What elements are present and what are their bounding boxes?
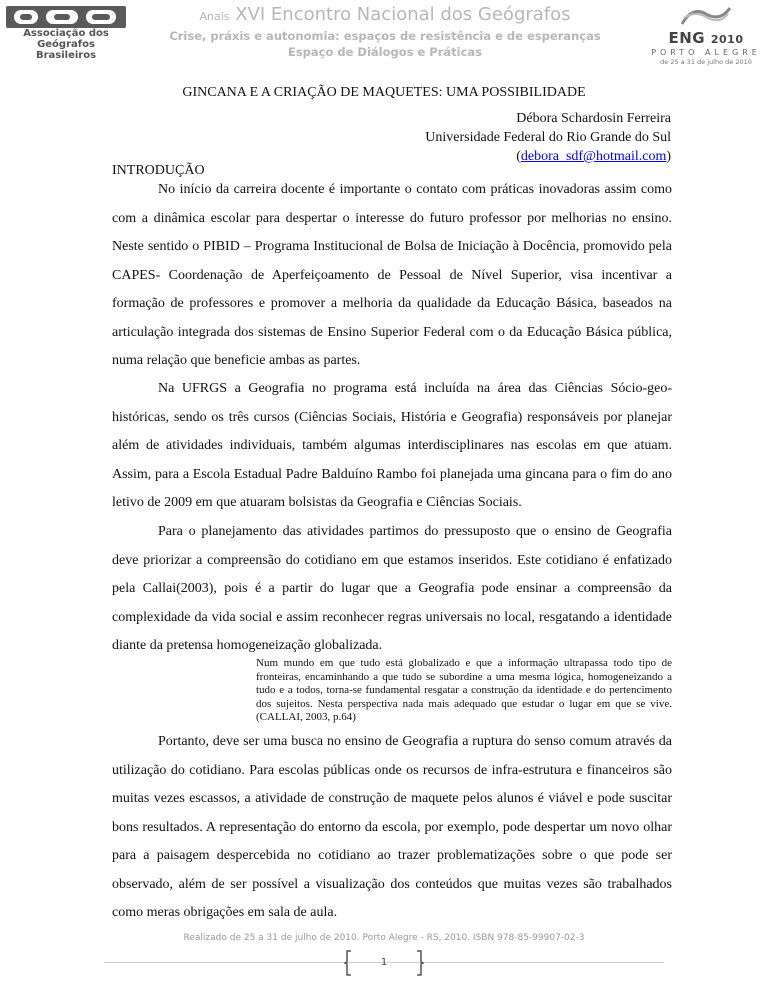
block-quote: Num mundo em que tudo está globalizado e que a informação ultrapassa todo tipo de fronteiras, encaminhando a que tudo se subordine a uma mesma lógica, homogeneizando a tudo e a todos, torna-se fundamental resgatar a construção da identidade e do pertencimento dos sujeitos. Nesta perspectiva nada mais adequado que estudar o lugar em que se vive. (CALLAI, 2003, p.64) xyxy=(256,657,672,723)
paragraph: Para o planejamento das atividades partimos do pressuposto que o ensino de Geografia deve priorizar a compreensão do cotidiano em que estamos inseridos. Este cotidiano é enfatizado pela Callai(2003), pois é a partir do lugar que a Geografia pode ensinar a compreensão da complexidade da vida social e assim reconhecer regras universais no local, resgatando a identidade diante da pretensa homogeneização globalizada. xyxy=(112,524,672,653)
agb-logo xyxy=(6,4,126,62)
event-title: Anais XVI Encontro Nacional dos Geógrafos xyxy=(199,4,571,25)
eng-logo xyxy=(648,4,764,64)
paper-title: GINCANA E A CRIAÇÃO DE MAQUETES: UMA POSSIBILIDADE xyxy=(182,85,586,100)
event-banner xyxy=(150,4,620,60)
paragraph: No início da carreira docente é importante o contato com práticas inovadoras assim como com a dinâmica escolar para despertar o interesse do futuro professor por melhorias no ensino. Neste sentido o PIBID – Programa Institucional de Bolsa de Iniciação à Docência, promovido pela CAPES- Coordenação de Aperfeiçoamento de Pessoal de Nível Superior, visa incentivar a formação de professores e promover a melhoria da qualidade da Educação Básica, baseados na articulação integrada dos sistemas de Ensino Superior Federal com o da Educação Básica pública, numa relação que beneficie ambas as partes. xyxy=(112,182,672,368)
page-number: 1 xyxy=(380,957,388,968)
eng-city: PORTO ALEGRE xyxy=(651,48,761,57)
paragraph: Portanto, deve ser uma busca no ensino de Geografia a ruptura do senso comum através da utilização do cotidiano. Para escolas públicas onde os recursos de infra-estrutura e financeiros são muitas vezes escassos, a atividade de construção de maquete pelos alunos é viável e pode suscitar bons resultados. A representação do entorno da escola, por exemplo, pode despertar um novo olhar para a paisagem despercebida no cotidiano ao trazer problematizações sobre o que pode ser observado, além de ser possível a visualização dos conteúdos que muitas vezes são trabalhados como meras obrigações em sala de aula. xyxy=(112,734,672,920)
author-name: Débora Schardosin Ferreira xyxy=(516,111,671,126)
author-email-link[interactable]: debora_sdf@hotmail.com xyxy=(520,149,667,164)
author-email-line: (debora_sdf@hotmail.com) xyxy=(516,149,671,164)
footer-text: Realizado de 25 a 31 de julho de 2010. Porto Alegre - RS, 2010. ISBN 978-85-99907-02-3 xyxy=(183,933,585,943)
event-subtitle: Crise, práxis e autonomia: espaços de resistência e de esperanças xyxy=(169,29,601,43)
agb-name: Associação dos Geógrafos Brasileiros xyxy=(23,28,109,61)
author-block xyxy=(425,109,671,166)
eng-logo-mark-icon xyxy=(678,4,734,26)
paragraph: Na UFRGS a Geografia no programa está incluída na área das Ciências Sócio-geo-históricas, sendo os três cursos (Ciências Sociais, História e Geografia) responsáveis por planejar além de atividades individuais, também algumas interdisciplinares nas escolas em que atuam. Assim, para a Escola Estadual Padre Balduíno Rambo foi planejada uma gincana para o fim do ano letivo de 2009 em que atuaram bolsistas da Geografia e Ciências Sociais. xyxy=(112,381,672,510)
page-header xyxy=(0,0,768,66)
event-space: Espaço de Diálogos e Práticas xyxy=(287,45,483,59)
section-heading: INTRODUÇÃO xyxy=(112,163,205,178)
eng-date: de 25 a 31 de julho de 2010 xyxy=(660,58,752,66)
author-institution: Universidade Federal do Rio Grande do Sul xyxy=(425,130,671,145)
eng-title: ENG 2010 xyxy=(668,29,744,47)
